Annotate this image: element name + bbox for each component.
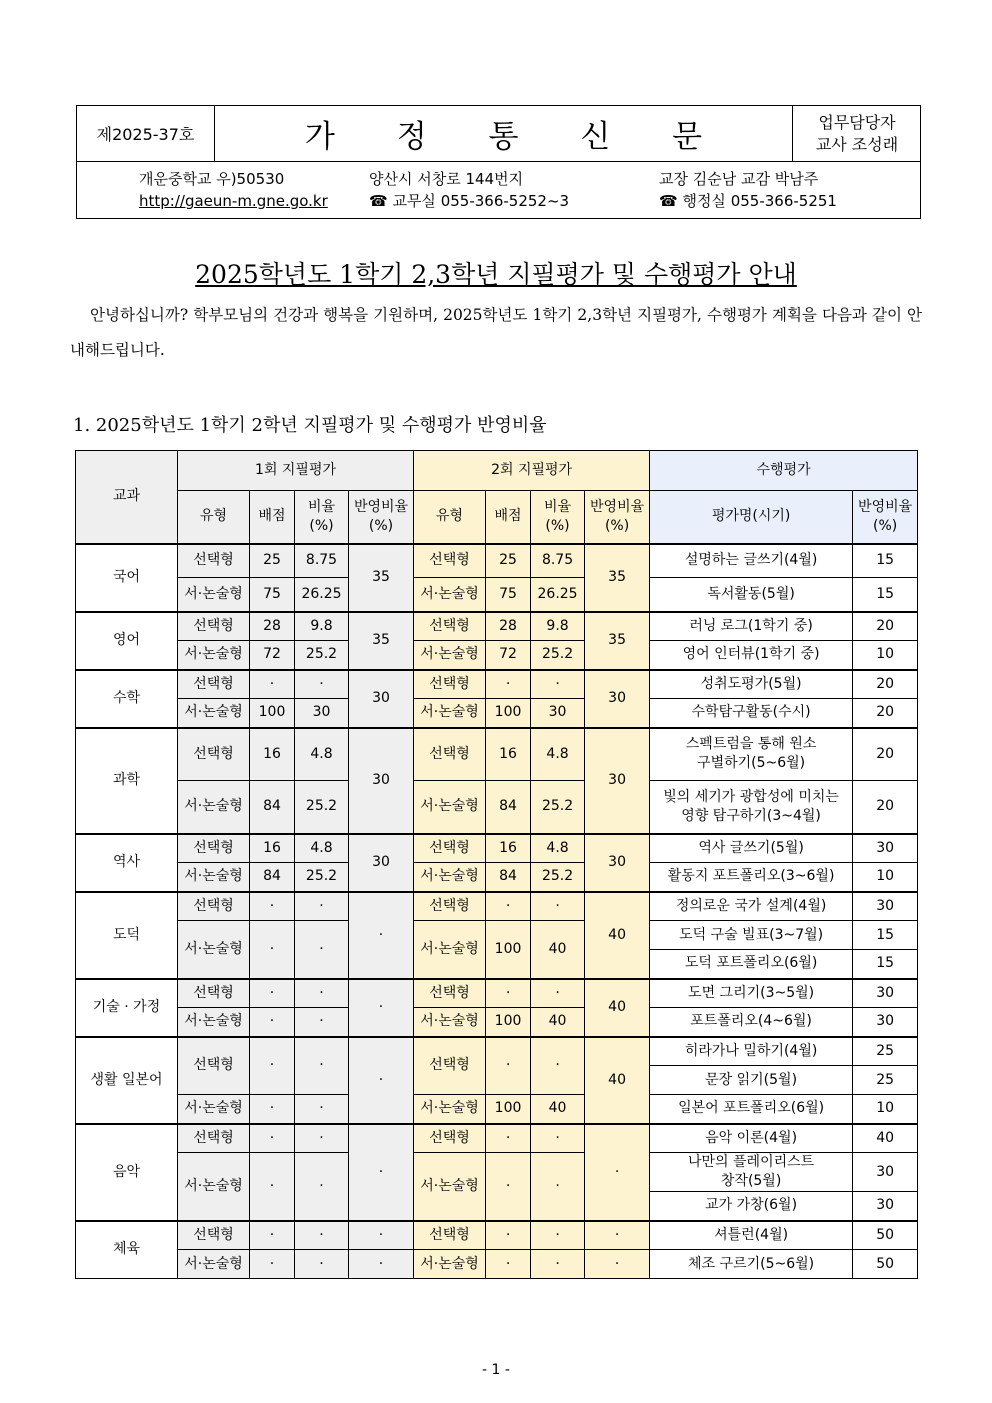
header-score: 배점 [250, 491, 295, 544]
issue-number: 제2025-37호 [77, 106, 215, 161]
perf-ratio: 10 [853, 863, 918, 892]
newsletter-header [76, 105, 921, 219]
perf-name: 러닝 로그(1학기 중) [650, 612, 853, 641]
exam1-type: 선택형 [178, 612, 250, 641]
exam2-reflect: 40 [585, 979, 650, 1037]
exam1-score: 16 [250, 728, 295, 781]
exam1-score: · [250, 1221, 295, 1250]
table-row [76, 641, 918, 670]
exam1-type: 선택형 [178, 670, 250, 699]
perf-ratio: 20 [853, 612, 918, 641]
exam1-score: 28 [250, 612, 295, 641]
contact-info [369, 168, 569, 212]
admin-phone: ☎ 행정실 055-366-5251 [659, 192, 837, 210]
perf-name: 수학탐구활동(수시) [650, 699, 853, 728]
exam2-reflect: 30 [585, 670, 650, 728]
exam2-ratio: · [531, 979, 585, 1008]
header-score-2: 배점 [486, 491, 531, 544]
table-row [76, 1124, 918, 1153]
exam2-type: 선택형 [414, 979, 486, 1008]
perf-ratio: 30 [853, 1008, 918, 1037]
exam1-ratio: · [295, 1153, 349, 1221]
exam1-reflect: · [349, 1250, 414, 1279]
exam1-ratio: · [295, 892, 349, 921]
exam1-ratio: · [295, 979, 349, 1008]
perf-name: 도덕 구술 빌표(3~7월) [650, 921, 853, 950]
exam1-type: 서·논술형 [178, 921, 250, 979]
exam2-score: · [486, 1124, 531, 1153]
principal-info: 교장 김순남 교감 박남주 [659, 170, 819, 188]
exam2-type: 선택형 [414, 670, 486, 699]
perf-name: 음악 이론(4월) [650, 1124, 853, 1153]
exam2-type: 선택형 [414, 1124, 486, 1153]
exam1-score: 84 [250, 863, 295, 892]
exam2-type: 서·논술형 [414, 781, 486, 834]
exam1-ratio: 30 [295, 699, 349, 728]
exam1-type: 선택형 [178, 1037, 250, 1095]
perf-name: 빛의 세기가 광합성에 미치는 영향 탐구하기(3~4월) [650, 781, 853, 834]
exam2-score: 84 [486, 863, 531, 892]
exam2-type: 선택형 [414, 544, 486, 578]
perf-ratio: 50 [853, 1250, 918, 1279]
table-row [76, 544, 918, 578]
exam1-reflect: 30 [349, 670, 414, 728]
subject-cell: 과학 [76, 728, 178, 834]
exam2-ratio: · [531, 1250, 585, 1279]
exam2-reflect: 35 [585, 544, 650, 612]
exam2-type: 선택형 [414, 728, 486, 781]
header-type: 유형 [178, 491, 250, 544]
exam2-score: · [486, 979, 531, 1008]
document-title: 2025학년도 1학기 2,3학년 지필평가 및 수행평가 안내 [195, 260, 797, 289]
exam1-type: 선택형 [178, 1221, 250, 1250]
table-row [76, 699, 918, 728]
exam1-type: 선택형 [178, 544, 250, 578]
subject-cell: 영어 [76, 612, 178, 670]
table-row [76, 892, 918, 921]
exam2-score: 84 [486, 781, 531, 834]
exam2-type: 선택형 [414, 1037, 486, 1095]
exam1-score: 25 [250, 544, 295, 578]
school-website-link[interactable]: http://gaeun-m.gne.go.kr [139, 192, 328, 210]
table-row [76, 670, 918, 699]
header-perf-name: 평가명(시기) [650, 491, 853, 544]
exam2-ratio: · [531, 1124, 585, 1153]
perf-name: 독서활동(5월) [650, 578, 853, 612]
exam2-type: 선택형 [414, 1221, 486, 1250]
exam1-reflect: 30 [349, 834, 414, 892]
perf-name: 문장 읽기(5월) [650, 1066, 853, 1095]
subject-cell: 음악 [76, 1124, 178, 1221]
perf-name: 셔틀런(4월) [650, 1221, 853, 1250]
exam1-type: 선택형 [178, 892, 250, 921]
exam1-type: 선택형 [178, 728, 250, 781]
exam1-score: · [250, 1037, 295, 1095]
exam2-ratio: 4.8 [531, 728, 585, 781]
page-number: - 1 - [482, 1362, 510, 1378]
exam1-type: 서·논술형 [178, 641, 250, 670]
perf-ratio: 20 [853, 728, 918, 781]
exam2-score: · [486, 892, 531, 921]
subject-cell: 기술 · 가정 [76, 979, 178, 1037]
intro-paragraph: 안녕하십니까? 학부모님의 건강과 행복을 기원하며, 2025학년도 1학기 2,3학년 지필평가, 수행평가 계획을 다음과 같이 안내해드립니다. [70, 306, 922, 359]
exam2-reflect: 35 [585, 612, 650, 670]
exam2-ratio: 9.8 [531, 612, 585, 641]
exam1-ratio: · [295, 1124, 349, 1153]
perf-ratio: 30 [853, 892, 918, 921]
exam1-ratio: · [295, 1095, 349, 1124]
exam2-score: 100 [486, 921, 531, 979]
exam1-ratio: 4.8 [295, 834, 349, 863]
exam2-type: 선택형 [414, 892, 486, 921]
perf-name: 포트폴리오(4~6월) [650, 1008, 853, 1037]
exam1-score: · [250, 1008, 295, 1037]
exam1-score: 84 [250, 781, 295, 834]
subject-cell: 역사 [76, 834, 178, 892]
perf-name: 성취도평가(5월) [650, 670, 853, 699]
exam1-reflect: · [349, 892, 414, 979]
exam1-score: · [250, 1124, 295, 1153]
exam1-type: 서·논술형 [178, 1008, 250, 1037]
exam2-score: 100 [486, 699, 531, 728]
school-address: 양산시 서창로 144번지 [369, 170, 524, 188]
perf-ratio: 15 [853, 950, 918, 979]
header-exam1: 1회 지필평가 [178, 451, 414, 491]
table-row [76, 979, 918, 1008]
exam2-type: 서·논술형 [414, 1153, 486, 1221]
perf-ratio: 10 [853, 641, 918, 670]
table-row [76, 1153, 918, 1192]
subject-cell: 도덕 [76, 892, 178, 979]
table-row [76, 1250, 918, 1279]
perf-ratio: 15 [853, 921, 918, 950]
school-name: 개운중학교 우)50530 [139, 170, 285, 188]
exam2-type: 선택형 [414, 612, 486, 641]
manager-box [792, 106, 921, 161]
header-performance: 수행평가 [650, 451, 918, 491]
exam1-score: 100 [250, 699, 295, 728]
exam2-score: 100 [486, 1095, 531, 1124]
exam1-reflect: · [349, 1037, 414, 1124]
table-row [76, 834, 918, 863]
perf-name: 도덕 포트폴리오(6월) [650, 950, 853, 979]
exam1-type: 서·논술형 [178, 1153, 250, 1221]
perf-name: 체조 구르기(5~6월) [650, 1250, 853, 1279]
perf-name: 역사 글쓰기(5월) [650, 834, 853, 863]
exam2-type: 서·논술형 [414, 863, 486, 892]
perf-ratio: 30 [853, 979, 918, 1008]
perf-name: 나만의 플레이리스트 창작(5월) [650, 1153, 853, 1192]
table-row [76, 728, 918, 781]
exam1-score: · [250, 1153, 295, 1221]
exam2-score: · [486, 1250, 531, 1279]
exam2-ratio: 8.75 [531, 544, 585, 578]
admin-info [659, 168, 837, 212]
exam2-ratio: 30 [531, 699, 585, 728]
exam2-reflect: · [585, 1124, 650, 1221]
header-perf-ratio: 반영비율 (%) [853, 491, 918, 544]
exam1-score: 75 [250, 578, 295, 612]
subject-cell: 수학 [76, 670, 178, 728]
perf-ratio: 20 [853, 699, 918, 728]
newsletter-title: 가 정 통 신 문 [304, 119, 729, 155]
perf-name: 정의로운 국가 설계(4월) [650, 892, 853, 921]
exam2-ratio: 25.2 [531, 863, 585, 892]
exam1-score: · [250, 979, 295, 1008]
exam2-ratio: 40 [531, 1095, 585, 1124]
exam2-ratio: 4.8 [531, 834, 585, 863]
exam2-type: 서·논술형 [414, 641, 486, 670]
exam2-score: 16 [486, 728, 531, 781]
exam2-type: 서·논술형 [414, 921, 486, 979]
exam1-ratio: · [295, 1037, 349, 1095]
exam1-type: 선택형 [178, 979, 250, 1008]
table-row [76, 781, 918, 834]
perf-name: 일본어 포트폴리오(6월) [650, 1095, 853, 1124]
subject-cell: 생활 일본어 [76, 1037, 178, 1124]
perf-ratio: 20 [853, 670, 918, 699]
perf-ratio: 30 [853, 834, 918, 863]
perf-ratio: 15 [853, 578, 918, 612]
table-row [76, 921, 918, 950]
exam2-type: 서·논술형 [414, 578, 486, 612]
table-row [76, 1037, 918, 1066]
perf-ratio: 20 [853, 781, 918, 834]
exam1-reflect: · [349, 1124, 414, 1221]
exam1-score: · [250, 670, 295, 699]
table-row [76, 578, 918, 612]
exam2-score: · [486, 1221, 531, 1250]
exam2-type: 선택형 [414, 834, 486, 863]
perf-ratio: 25 [853, 1066, 918, 1095]
exam2-score: 72 [486, 641, 531, 670]
perf-name: 스펙트럼을 통해 원소 구별하기(5~6월) [650, 728, 853, 781]
perf-ratio: 40 [853, 1124, 918, 1153]
exam1-ratio: · [295, 1250, 349, 1279]
exam2-type: 서·논술형 [414, 1095, 486, 1124]
exam2-score: 28 [486, 612, 531, 641]
subject-cell: 체육 [76, 1221, 178, 1279]
exam2-score: · [486, 1153, 531, 1221]
exam1-ratio: 9.8 [295, 612, 349, 641]
manager-label: 업무담당자 [818, 112, 896, 132]
exam2-ratio: 40 [531, 921, 585, 979]
perf-ratio: 15 [853, 544, 918, 578]
exam1-type: 선택형 [178, 1124, 250, 1153]
exam2-score: · [486, 1037, 531, 1095]
perf-name: 히라가나 밀하기(4월) [650, 1037, 853, 1066]
exam1-type: 선택형 [178, 834, 250, 863]
perf-ratio: 30 [853, 1192, 918, 1221]
exam2-ratio: 40 [531, 1008, 585, 1037]
exam2-reflect: 30 [585, 834, 650, 892]
header-ratio-2: 비율 (%) [531, 491, 585, 544]
perf-ratio: 50 [853, 1221, 918, 1250]
exam2-score: 16 [486, 834, 531, 863]
table-row [76, 612, 918, 641]
exam1-reflect: 35 [349, 612, 414, 670]
exam2-ratio: · [531, 1153, 585, 1221]
header-type-2: 유형 [414, 491, 486, 544]
exam2-score: 75 [486, 578, 531, 612]
exam1-type: 서·논술형 [178, 699, 250, 728]
exam2-ratio: 25.2 [531, 641, 585, 670]
exam1-ratio: 26.25 [295, 578, 349, 612]
exam1-score: 72 [250, 641, 295, 670]
perf-name: 활동지 포트폴리오(3~6월) [650, 863, 853, 892]
exam2-ratio: · [531, 1037, 585, 1095]
exam2-reflect: 40 [585, 892, 650, 979]
subject-cell: 국어 [76, 544, 178, 612]
exam2-reflect: 40 [585, 1037, 650, 1124]
exam1-reflect: · [349, 1221, 414, 1250]
school-info [139, 168, 328, 212]
exam1-ratio: · [295, 1008, 349, 1037]
exam2-type: 서·논술형 [414, 1250, 486, 1279]
perf-ratio: 25 [853, 1037, 918, 1066]
perf-name: 설명하는 글쓰기(4월) [650, 544, 853, 578]
perf-ratio: 10 [853, 1095, 918, 1124]
exam1-ratio: · [295, 1221, 349, 1250]
exam2-ratio: · [531, 892, 585, 921]
office-phone: ☎ 교무실 055-366-5252~3 [369, 192, 570, 210]
exam1-ratio: · [295, 921, 349, 979]
exam2-ratio: 26.25 [531, 578, 585, 612]
exam2-score: 25 [486, 544, 531, 578]
exam1-type: 서·논술형 [178, 863, 250, 892]
section-title: 1. 2025학년도 1학기 2학년 지필평가 및 수행평가 반영비율 [73, 415, 547, 436]
exam1-ratio: · [295, 670, 349, 699]
table-row [76, 1221, 918, 1250]
header-subject: 교과 [76, 451, 178, 544]
exam2-score: · [486, 670, 531, 699]
table-row [76, 1008, 918, 1037]
header-reflect-2: 반영비율 (%) [585, 491, 650, 544]
exam1-type: 서·논술형 [178, 781, 250, 834]
exam1-type: 서·논술형 [178, 1095, 250, 1124]
exam1-score: · [250, 1250, 295, 1279]
perf-name: 영어 인터뷰(1학기 중) [650, 641, 853, 670]
exam1-reflect: 35 [349, 544, 414, 612]
exam1-ratio: 25.2 [295, 863, 349, 892]
header-reflect: 반영비율 (%) [349, 491, 414, 544]
exam1-score: · [250, 892, 295, 921]
perf-name: 도면 그리기(3~5월) [650, 979, 853, 1008]
exam1-ratio: 8.75 [295, 544, 349, 578]
perf-ratio: 30 [853, 1153, 918, 1192]
exam2-reflect: · [585, 1250, 650, 1279]
exam2-ratio: · [531, 1221, 585, 1250]
exam1-type: 서·논술형 [178, 578, 250, 612]
table-row [76, 863, 918, 892]
header-exam2: 2회 지필평가 [414, 451, 650, 491]
exam2-type: 서·논술형 [414, 1008, 486, 1037]
exam1-ratio: 4.8 [295, 728, 349, 781]
header-ratio: 비율 (%) [295, 491, 349, 544]
manager-name: 교사 조성래 [815, 134, 899, 154]
exam1-ratio: 25.2 [295, 781, 349, 834]
exam2-reflect: · [585, 1221, 650, 1250]
exam2-ratio: · [531, 670, 585, 699]
exam1-score: 16 [250, 834, 295, 863]
table-row [76, 1095, 918, 1124]
exam2-reflect: 30 [585, 728, 650, 834]
exam1-score: · [250, 921, 295, 979]
exam2-score: 100 [486, 1008, 531, 1037]
exam1-reflect: 30 [349, 728, 414, 834]
header-top-row [77, 106, 920, 162]
exam1-score: · [250, 1095, 295, 1124]
exam2-ratio: 25.2 [531, 781, 585, 834]
perf-name: 교가 가창(6월) [650, 1192, 853, 1221]
exam1-ratio: 25.2 [295, 641, 349, 670]
exam1-reflect: · [349, 979, 414, 1037]
exam2-type: 서·논술형 [414, 699, 486, 728]
evaluation-table [75, 450, 918, 1279]
exam1-type: 서·논술형 [178, 1250, 250, 1279]
